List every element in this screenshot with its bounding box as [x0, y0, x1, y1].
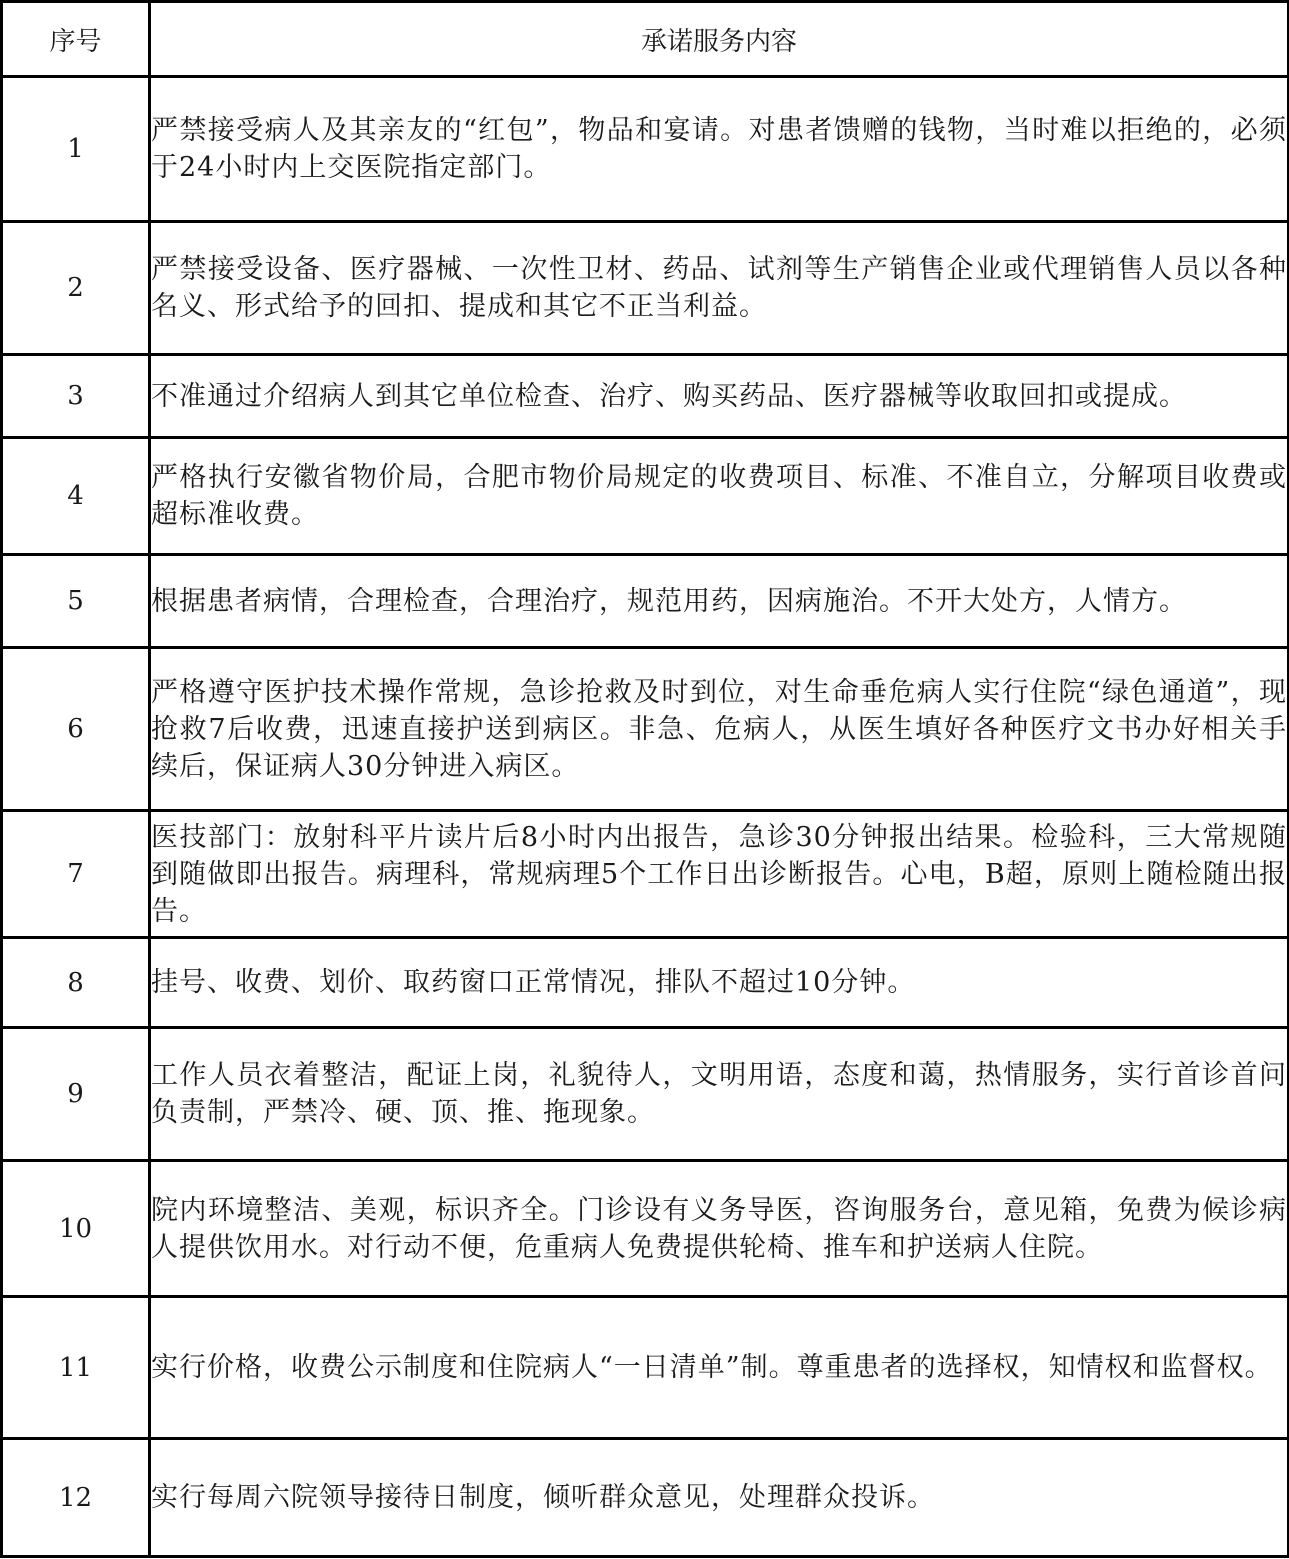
row-number: 10 [2, 1161, 150, 1297]
row-number: 1 [2, 77, 150, 222]
header-content: 承诺服务内容 [150, 2, 1289, 77]
row-content: 严格遵守医护技术操作常规，急诊抢救及时到位，对生命垂危病人实行住院“绿色通道”，现抢救7后收费，迅速直接护送到病区。非急、危病人，从医生填好各种医疗文书办好相关手续后，保证病人30分钟进入病区。 [150, 648, 1289, 811]
row-number: 9 [2, 1028, 150, 1161]
row-content: 严禁接受设备、医疗器械、一次性卫材、药品、试剂等生产销售企业或代理销售人员以各种名义、形式给予的回扣、提成和其它不正当利益。 [150, 222, 1289, 355]
table-row [2, 222, 1289, 355]
row-content: 医技部门：放射科平片读片后8小时内出报告，急诊30分钟报出结果。检验科，三大常规随到随做即出报告。病理科，常规病理5个工作日出诊断报告。心电，B超，原则上随检随出报告。 [150, 811, 1289, 938]
row-content: 不准通过介绍病人到其它单位检查、治疗、购买药品、医疗器械等收取回扣或提成。 [150, 355, 1289, 438]
table-row [2, 555, 1289, 648]
table-row [2, 1439, 1289, 1557]
row-content: 严禁接受病人及其亲友的“红包”，物品和宴请。对患者馈赠的钱物，当时难以拒绝的，必须于24小时内上交医院指定部门。 [150, 77, 1289, 222]
table-row [2, 1297, 1289, 1439]
table-row [2, 438, 1289, 555]
row-content: 严格执行安徽省物价局，合肥市物价局规定的收费项目、标准、不准自立，分解项目收费或超标准收费。 [150, 438, 1289, 555]
row-number: 8 [2, 938, 150, 1028]
row-number: 5 [2, 555, 150, 648]
row-number: 6 [2, 648, 150, 811]
table-row [2, 355, 1289, 438]
row-number: 11 [2, 1297, 150, 1439]
table-row [2, 938, 1289, 1028]
row-content: 根据患者病情，合理检查，合理治疗，规范用药，因病施治。不开大处方，人情方。 [150, 555, 1289, 648]
table-row [2, 1028, 1289, 1161]
table-header-row [2, 2, 1289, 77]
header-number: 序号 [2, 2, 150, 77]
row-content: 实行每周六院领导接待日制度，倾听群众意见，处理群众投诉。 [150, 1439, 1289, 1557]
row-number: 12 [2, 1439, 150, 1557]
row-content: 实行价格，收费公示制度和住院病人“一日清单”制。尊重患者的选择权，知情权和监督权。 [150, 1297, 1289, 1439]
row-number: 4 [2, 438, 150, 555]
row-content: 院内环境整洁、美观，标识齐全。门诊设有义务导医，咨询服务台，意见箱，免费为候诊病人提供饮用水。对行动不便，危重病人免费提供轮椅、推车和护送病人住院。 [150, 1161, 1289, 1297]
row-number: 2 [2, 222, 150, 355]
table-row [2, 1161, 1289, 1297]
row-number: 7 [2, 811, 150, 938]
row-content: 挂号、收费、划价、取药窗口正常情况，排队不超过10分钟。 [150, 938, 1289, 1028]
table-row [2, 77, 1289, 222]
table-row [2, 811, 1289, 938]
table-row [2, 648, 1289, 811]
row-content: 工作人员衣着整洁，配证上岗，礼貌待人，文明用语，态度和蔼，热情服务，实行首诊首问负责制，严禁冷、硬、顶、推、拖现象。 [150, 1028, 1289, 1161]
row-number: 3 [2, 355, 150, 438]
